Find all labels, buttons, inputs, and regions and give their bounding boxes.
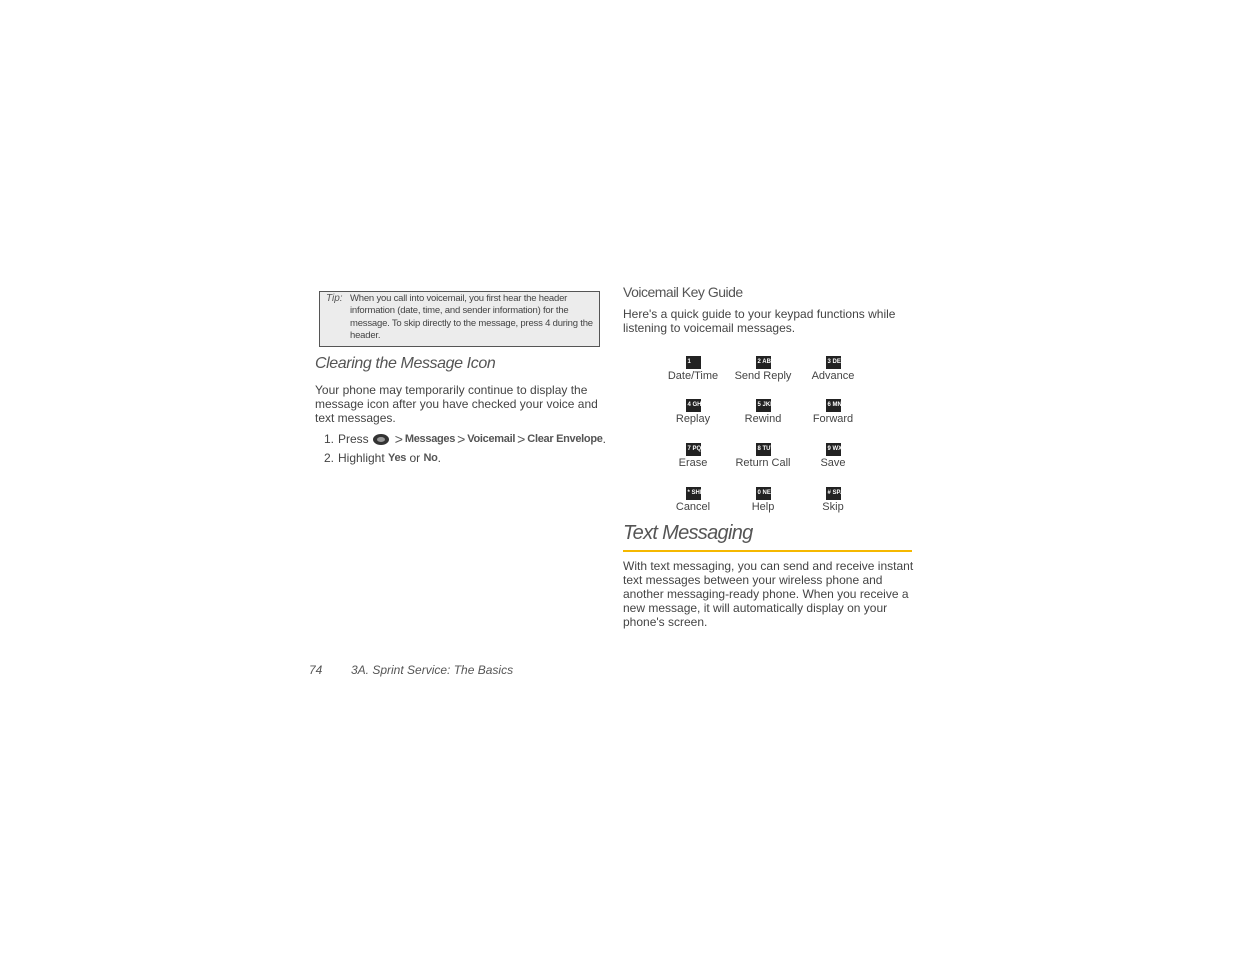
path-separator: > (457, 431, 466, 447)
key-pound-skip (793, 481, 873, 514)
step-2-number: 2. (324, 451, 335, 465)
path-separator: > (517, 431, 526, 447)
key-label: Send Reply (734, 370, 792, 382)
text-messaging-paragraph: With text messaging, you can send and receive instant text messages between your wireless phone and another messaging-ready phone. When you receive a new message, it will automatically display on your phone's screen. (623, 559, 914, 629)
step-2-prefix: Highlight (338, 451, 385, 465)
key-5-icon: 5 JKL (756, 399, 771, 412)
option-no: No (423, 452, 438, 464)
key-5-rewind (723, 393, 803, 426)
text-messaging-heading: Text Messaging (623, 522, 753, 544)
step-1-prefix: Press (338, 432, 369, 446)
voicemail-guide-intro: Here's a quick guide to your keypad functions while listening to voicemail messages. (623, 307, 896, 335)
key-3-advance (793, 350, 873, 383)
key-label: Cancel (675, 501, 711, 513)
page-number: 74 (309, 663, 323, 677)
path-clear-envelope: Clear Envelope (527, 433, 603, 445)
key-6-forward (793, 393, 873, 426)
path-voicemail: Voicemail (467, 433, 516, 445)
step-1-number: 1. (324, 432, 335, 446)
voicemail-guide-heading: Voicemail Key Guide (623, 284, 743, 300)
key-9-icon: 9 WXYZ (826, 443, 841, 456)
key-4-replay (653, 393, 733, 426)
key-label: Replay (675, 413, 711, 425)
key-star-icon: * SHIFT (686, 487, 701, 500)
key-8-icon: 8 TUV (756, 443, 771, 456)
key-label: Return Call (735, 457, 791, 469)
key-label: Advance (811, 370, 855, 382)
key-pound-icon: # SPACE (826, 487, 841, 500)
key-6-icon: 6 MNO (826, 399, 841, 412)
option-yes: Yes (388, 452, 407, 464)
heading-rule (623, 550, 912, 552)
tip-label: Tip: (326, 293, 343, 304)
key-1-icon: 1 (686, 356, 701, 369)
key-label: Help (751, 501, 775, 513)
section-title: 3A. Sprint Service: The Basics (351, 663, 514, 677)
key-3-icon: 3 DEF (826, 356, 841, 369)
key-7-erase (653, 437, 733, 470)
path-separator: > (394, 431, 403, 447)
key-star-cancel (653, 481, 733, 514)
key-label: Save (820, 457, 846, 469)
key-label: Rewind (744, 413, 782, 425)
clearing-paragraph: Your phone may temporarily continue to display the message icon after you have checked your voice and text messages. (315, 383, 598, 425)
key-0-help (723, 481, 803, 514)
tip-text: When you call into voicemail, you first hear the header information (date, time, and sender information) for the message. To skip directly to the message, press 4 during the header. (350, 293, 593, 342)
tip-box (319, 291, 600, 347)
key-8-return-call (723, 437, 803, 470)
key-0-icon: 0 NEXT (756, 487, 771, 500)
key-7-icon: 7 PQRS (686, 443, 701, 456)
key-2-icon: 2 ABC (756, 356, 771, 369)
step-1-suffix: . (602, 432, 606, 446)
key-1-date-time (653, 350, 733, 383)
menu-key-icon (373, 434, 389, 445)
step-1 (324, 431, 606, 447)
key-9-save (793, 437, 873, 470)
step-2-suffix: . (437, 451, 441, 465)
path-messages: Messages (404, 433, 456, 445)
key-label: Date/Time (667, 370, 719, 382)
step-2 (324, 451, 441, 465)
key-4-icon: 4 GHI (686, 399, 701, 412)
key-2-send-reply (723, 350, 803, 383)
step-2-or: or (409, 451, 421, 465)
section-heading-clearing: Clearing the Message Icon (315, 355, 496, 372)
key-label: Skip (822, 501, 844, 513)
key-label: Forward (812, 413, 854, 425)
key-label: Erase (678, 457, 708, 469)
